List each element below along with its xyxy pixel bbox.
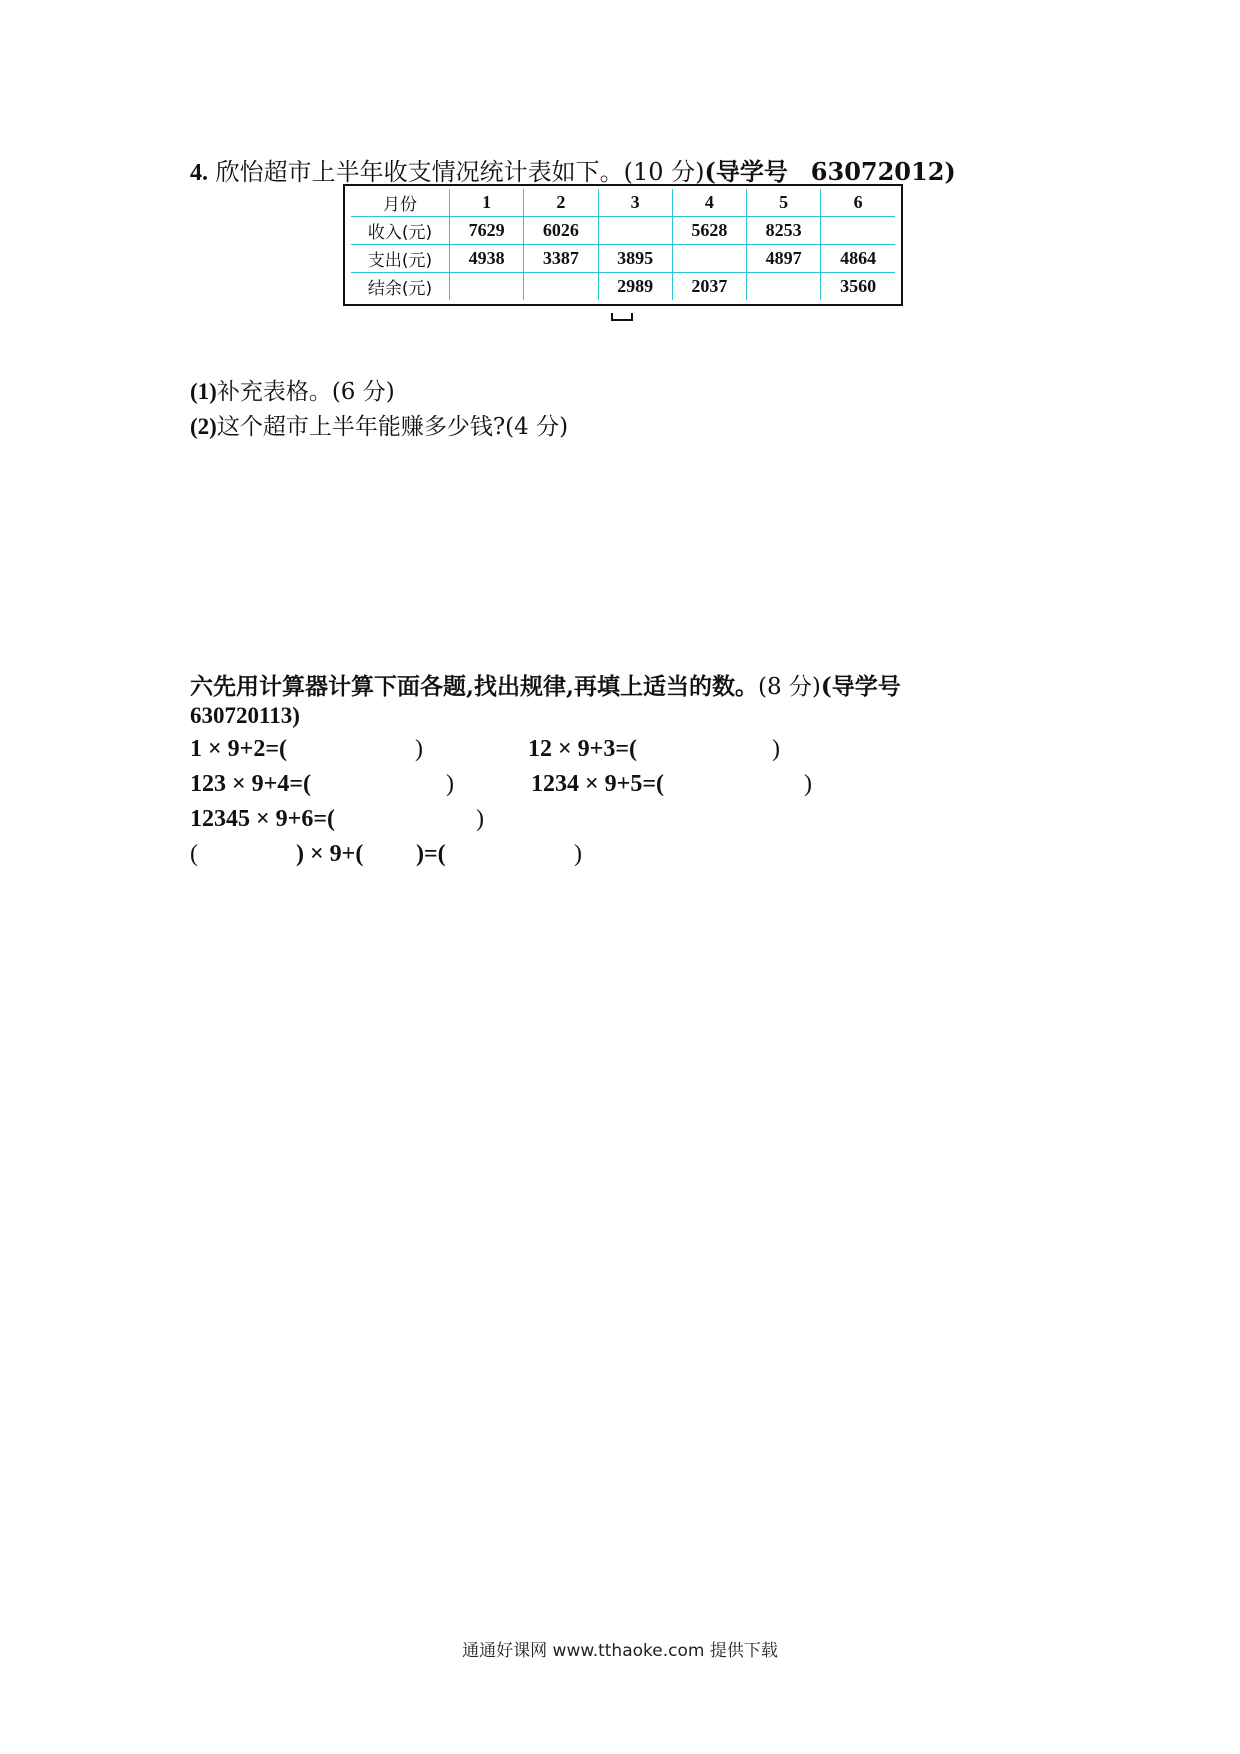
equation-4: 1234 × 9+5=(	[531, 771, 665, 797]
sub-question-index: (2)	[190, 414, 217, 439]
sub-question-2	[190, 408, 568, 441]
answer-close-paren: )	[574, 841, 582, 867]
table-cell	[672, 245, 746, 273]
table-cell	[747, 273, 821, 301]
section-6-guide-label: (导学号	[820, 673, 901, 700]
row-label: 收入(元)	[351, 217, 450, 245]
table-cell: 3895	[598, 245, 672, 273]
bracket-mark	[611, 313, 633, 321]
equation-3: 123 × 9+4=(	[190, 771, 312, 797]
sub-question-text: 这个超市上半年能赚多少钱?	[216, 414, 506, 440]
table-cell: 2989	[598, 273, 672, 301]
answer-close-paren: )	[804, 771, 812, 797]
sub-question-index: (1)	[190, 379, 217, 404]
table-cell	[524, 273, 598, 301]
question-4-heading	[190, 152, 956, 187]
table-cell: 4938	[450, 245, 524, 273]
table-row-expense	[351, 245, 895, 273]
sub-question-1	[190, 373, 395, 406]
answer-close-paren: )	[415, 736, 423, 762]
header-cell: 1	[450, 189, 524, 217]
header-cell: 月份	[351, 189, 450, 217]
question-number: 4.	[190, 160, 208, 186]
header-cell: 6	[821, 189, 895, 217]
section-6-title: 六先用计算器计算下面各题,找出规律,再填上适当的数。	[190, 673, 759, 700]
guide-code: 63072012)	[810, 157, 956, 186]
table-cell: 8253	[747, 217, 821, 245]
table-cell: 4897	[747, 245, 821, 273]
table-cell: 5628	[672, 217, 746, 245]
table-cell: 3560	[821, 273, 895, 301]
blank-open-paren: (	[190, 841, 198, 867]
question-score: (10 分)	[623, 158, 705, 186]
sub-question-text: 补充表格。	[216, 379, 332, 405]
table-cell: 3387	[524, 245, 598, 273]
table-cell: 6026	[524, 217, 598, 245]
header-cell: 5	[747, 189, 821, 217]
table-cell: 2037	[672, 273, 746, 301]
sub-question-score: (6 分)	[331, 379, 395, 405]
question-text: 欣怡超市上半年收支情况统计表如下。	[215, 158, 624, 186]
table-header-row	[351, 189, 895, 217]
table-cell: 4864	[821, 245, 895, 273]
section-6-score: (8 分)	[758, 674, 821, 700]
header-cell: 4	[672, 189, 746, 217]
page-footer: 通通好课网 www.tthaoke.com 提供下载	[462, 1641, 778, 1661]
section-6-heading	[190, 668, 901, 701]
sub-question-score: (4 分)	[505, 414, 569, 440]
guide-label: (导学号	[704, 157, 788, 186]
row-label: 支出(元)	[351, 245, 450, 273]
section-6-guide-code: 630720113)	[190, 703, 300, 728]
answer-close-paren: )	[476, 806, 484, 832]
header-cell: 2	[524, 189, 598, 217]
answer-close-paren: )	[446, 771, 454, 797]
table-cell	[450, 273, 524, 301]
stats-table-frame	[343, 184, 903, 306]
table-cell: 7629	[450, 217, 524, 245]
table-cell	[598, 217, 672, 245]
equation-6-equals: )=(	[416, 841, 446, 867]
header-cell: 3	[598, 189, 672, 217]
stats-table	[351, 189, 895, 300]
equation-6-middle: ) × 9+(	[296, 841, 364, 867]
equation-2: 12 × 9+3=(	[528, 736, 638, 762]
equation-5: 12345 × 9+6=(	[190, 806, 336, 832]
row-label: 结余(元)	[351, 273, 450, 301]
equation-1: 1 × 9+2=(	[190, 736, 288, 762]
table-row-balance	[351, 273, 895, 301]
answer-close-paren: )	[772, 736, 780, 762]
table-row-income	[351, 217, 895, 245]
table-cell	[821, 217, 895, 245]
